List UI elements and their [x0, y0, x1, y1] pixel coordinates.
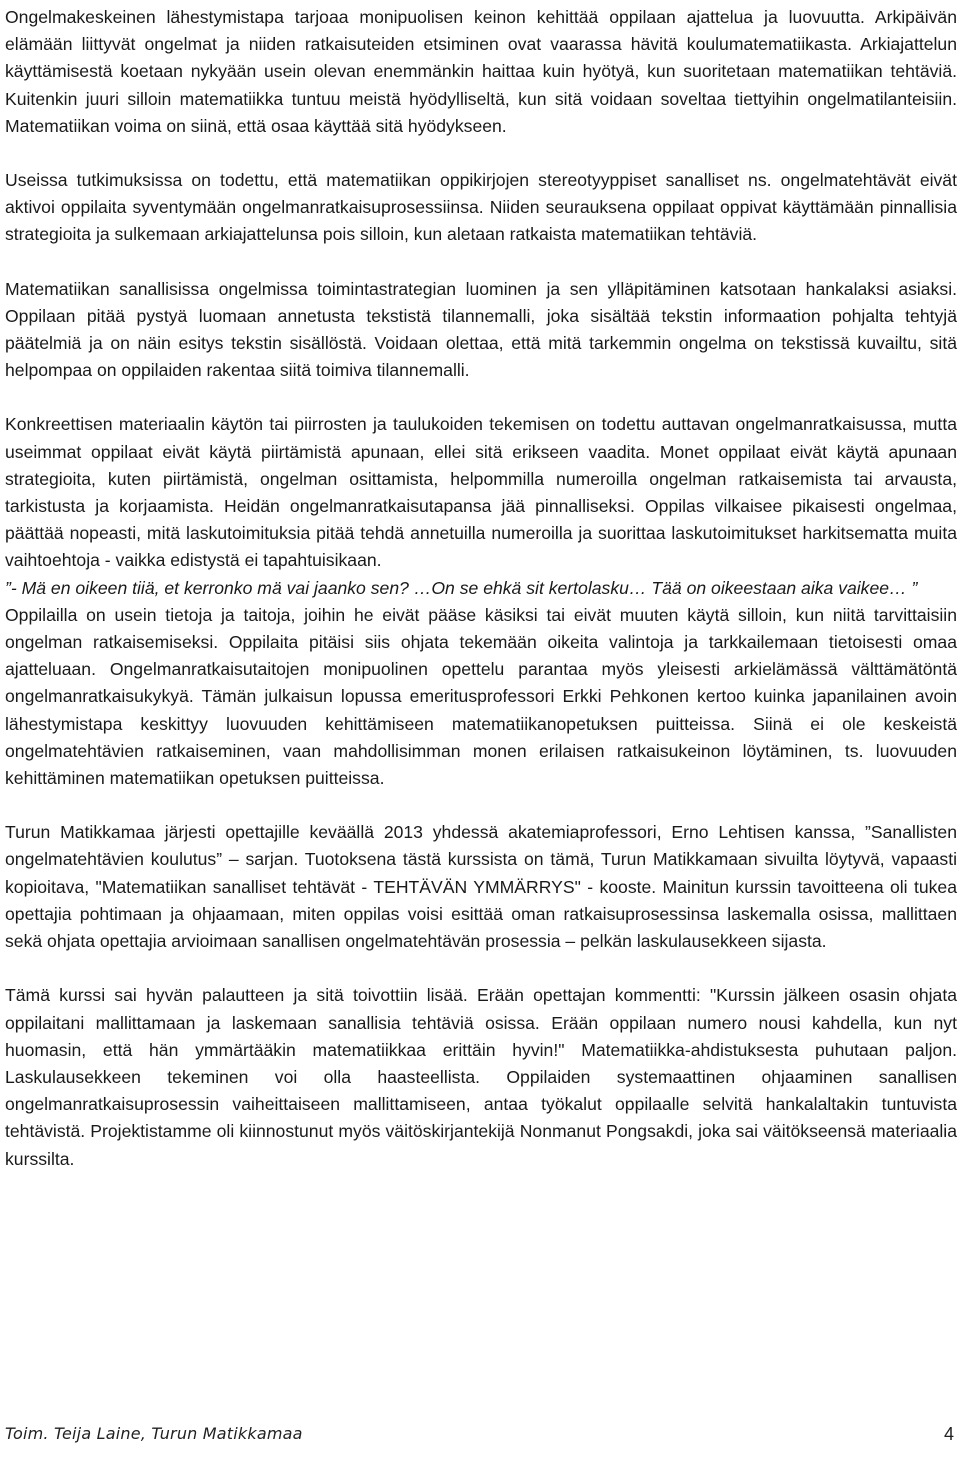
paragraph-feedback: Tämä kurssi sai hyvän palautteen ja sitä toivottiin lisää. Erään opettajan kommentti: "Kurssin jälkeen osasin ohjata oppilaitani mallittamaan ja laskemaan sanallisia tehtäviä osissa. Erään oppilaan numero nousi kahdella, kun nyt huomasin, että hän ymmärtääkin matematiikkaa erittäin hyvin!" Matematiikka-ahdistuksesta puhutaan paljon. Laskulausekkeen tekeminen voi olla haasteellista. Oppilaiden systemaattinen ohjaaminen sanallisen ongelmanratkaisuprosessin vaiheittaiseen mallittamiseen, antaa työkalut oppilaalle selvitä hankalaltakin tuntuvista tehtävistä. Projektistamme oli kiinnostunut myös väitöskirjantekijä Nonmanut Pongsakdi, joka sai väitökseensä materiaalia kurssilta. — [5, 985, 957, 1169]
paragraph-research: Useissa tutkimuksissa on todettu, että matematiikan oppikirjojen stereotyyppiset sanalliset ns. ongelmatehtävät eivät aktivoi oppilaita syventymään ongelmanratkaisuprosessiinsa. Niiden seurauksena oppilaat oppivat käyttämään pinnallisia strategioita ja sulkemaan arkiajattelunsa pois silloin, kun aletaan ratkaista matematiikan tehtäviä. — [5, 170, 957, 245]
paragraph-strategy: Matematiikan sanallisissa ongelmissa toimintastrategian luominen ja sen ylläpitäminen katsotaan hankalaksi asiaksi. Oppilaan pitää pystyä luomaan annetusta tekstistä tilannemalli, joka sisältää tekstin informaation pohjalta tehtyjä päätelmiä ja on näin esitys tekstin sisällöstä. Voidaan olettaa, että mitä tarkemmin ongelma on tekstissä kuvailtu, sitä helpompaa on oppilaiden rakentaa siitä toimiva tilannemalli. — [5, 278, 957, 381]
page-number: 4 — [943, 1424, 954, 1444]
student-quote: ”- Mä en oikeen tiiä, et kerronko mä vai jaanko sen? …On se ehkä sit kertolasku… Tää on oikeestaan aika vaikee… ” — [5, 577, 918, 598]
paragraph-intro: Ongelmakeskeinen lähestymistapa tarjoaa monipuolisen keinon kehittää oppilaan ajattelua ja luovuutta. Arkipäivän elämään liittyvät ongelmat ja niiden ratkaisuteiden etsiminen ovat vaarassa hävitä koulumatematiikasta. Arkiajattelun käyttämisestä koetaan nykyään usein olevan enemmänkin haittaa kuin hyötyä, kun suoritetaan matematiikan tehtäviä. Kuitenkin juuri silloin matematiikka tuntuu meistä hyödylliseltä, kun sitä voidaan soveltaa tiettyihin ongelmatilanteisiin. Matematiikan voima on siinä, että osaa käyttää sitä hyödykseen. — [5, 7, 957, 136]
paragraph-skills: Oppilailla on usein tietoja ja taitoja, joihin he eivät pääse käsiksi tai eivät muuten käytä silloin, kun niitä tarvittaisiin ongelman ratkaisemiseksi. Oppilaita pitäisi siis ohjata tekemään oikeita valintoja ja tarkkailemaan tietoisesti omaa ajatteluaan. Ongelmanratkaisutaitojen monipuolinen opettelu parantaa myös yleisesti arkielämässä välttämätöntä ongelmanratkaisukykyä. Tämän julkaisun lopussa emeritusprofessori Erkki Pehkonen kertoo kuinka japanilainen avoin lähestymistapa keskittyy luovuuden kehittämiseen matematiikanopetuksen puitteissa. Siinä ei ole keskeistä ongelmatehtävien ratkaiseminen, vaan mahdollisimman monen erilaisen ratkaisukeinon löytäminen, ts. luovuuden kehittäminen matematiikan opetuksen puitteissa. — [5, 604, 957, 789]
footer-credit: Toim. Teija Laine, Turun Matikkamaa — [5, 1424, 303, 1443]
document-body — [5, 4, 957, 1173]
paragraph-materials: Konkreettisen materiaalin käytön tai piirrosten ja taulukoiden tekemisen on todettu auttavan ongelmanratkaisussa, mutta useimmat oppilaat eivät käytä piirtämistä apunaan, ellei sitä erikseen vaadita. Monet oppilaat eivät käytä apunaan strategioita, kuten piirtämistä, ongelman osittamista, helpommilla numeroilla ongelman ratkaisemista tai arvausta, tarkistusta ja korjaamista. Heidän ongelmanratkaisutapansa jää pinnalliseksi. Oppilas vilkaisee pikaisesti ongelmaa, päättää nopeasti, mitä laskutoimituksia pitää tehdä annetuilla numeroilla ja suorittaa laskutoimitukset harkitsematta muita vaihtoehtoja - vaikka edistystä ei tapahtuisikaan. — [5, 414, 957, 571]
paragraph-course: Turun Matikkamaa järjesti opettajille keväällä 2013 yhdessä akatemiaprofessori, Erno Lehtisen kanssa, ”Sanallisten ongelmatehtävien koulutus” – sarjan. Tuotoksena tästä kurssista on tämä, Turun Matikkamaan sivuilta löytyvä, vapaasti kopioitava, "Matematiikan sanalliset tehtävät - TEHTÄVÄN YMMÄRRYS" - kooste. Mainitun kurssin tavoitteena oli tukea opettajia pohtimaan ja ohjaamaan, miten oppilas voisi esittää oman ratkaisuprosessinsa laskemalla osissa, mallittaen sekä ohjata opettajia arvioimaan sanallisen ongelmatehtävän prosessia – pelkän laskulausekkeen sijasta. — [5, 822, 957, 952]
